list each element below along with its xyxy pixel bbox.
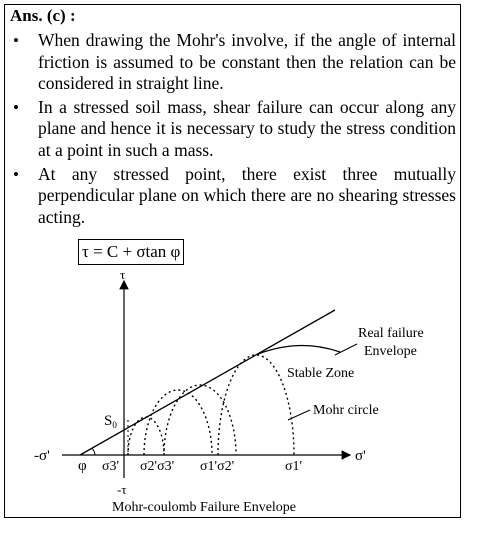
sigma1-tick-label: σ1' [285, 459, 303, 474]
mohr-circle-1 [128, 417, 164, 455]
intercept-label: $S_0$ [104, 413, 117, 430]
bullet-dot: • [13, 97, 19, 117]
phi-label: φ [78, 458, 87, 474]
sigma2-sigma3-tick-label: σ2'σ3' [140, 459, 175, 474]
answer-heading: Ans. (c) : [10, 6, 76, 25]
phi-arc [92, 448, 95, 455]
failure-equation: τ = C + σtan φ [78, 239, 184, 265]
sigma-label: σ' [355, 448, 366, 464]
bullet-text: When drawing the Mohr's involve, if the angle of internal friction is assumed to be constant then the relation can be considered in straight line. [38, 30, 456, 94]
bullet-text: At any stressed point, there exist three mutually perpendicular plane on which there are no shearing stresses acting. [38, 163, 456, 227]
bullet-text: In a stressed soil mass, shear failure can occur along any plane and hence it is necessary to study the stress condition at a point in such a mass. [38, 96, 456, 160]
mohr-circle-label: Mohr circle [313, 403, 379, 418]
real-failure-leader [335, 344, 357, 355]
tau-label: τ [120, 267, 126, 282]
failure-envelope-line [80, 310, 335, 455]
mohr-circle-3 [164, 385, 236, 455]
bullet-dot: • [13, 164, 19, 184]
neg-sigma-label: -σ' [34, 448, 50, 464]
sigma1-sigma2-tick-label: σ1'σ2' [200, 459, 235, 474]
real-failure-label: Real failure [358, 326, 424, 341]
diagram-caption: Mohr-coulomb Failure Envelope [112, 500, 297, 515]
envelope-label: Envelope [364, 344, 417, 359]
bullet-dot: • [13, 31, 19, 50]
neg-tau-label: -τ [117, 482, 127, 497]
sigma3-tick-label: σ3' [102, 459, 120, 474]
stable-zone-label: Stable Zone [287, 366, 355, 381]
mohr-circle-leader [288, 410, 310, 420]
